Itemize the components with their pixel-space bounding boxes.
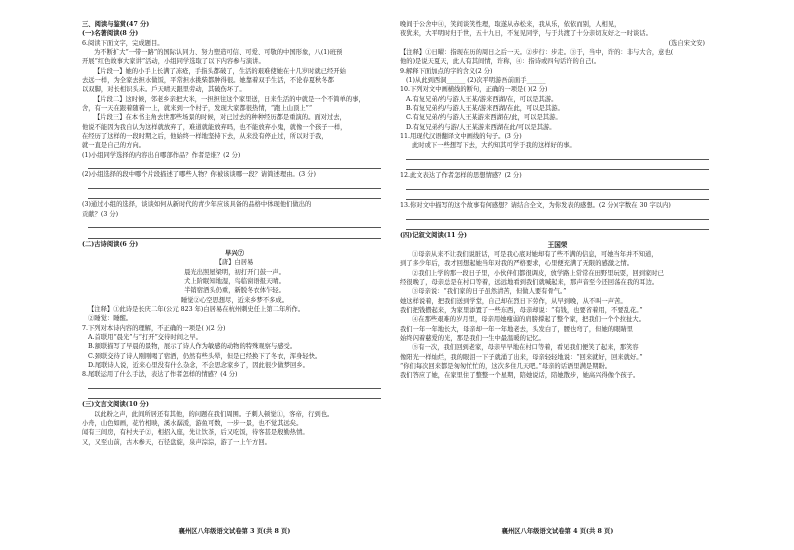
right-page [400, 20, 715, 535]
left-page-content [82, 20, 387, 447]
text-line: (1)从此到西洞______ (2)次平明游吾前面手______ [406, 77, 546, 85]
text-line: (四)记叙文阅读(11 分) [400, 232, 467, 240]
answer-line[interactable] [406, 151, 709, 160]
text-line: 此时或下一些想写下去，大约知其可学于我的这样好的事。 [412, 142, 576, 150]
text-line: 晨光出照屋梁明，初打开门鼓一声。 [184, 268, 285, 276]
answer-line[interactable] [88, 380, 381, 389]
text-line: (三)文言文阅读(10 分) [82, 401, 149, 409]
text-line: (3)通过小组的选择，谈谈如何从新时代的青少年应该具备的品格中体现他们做出的 [82, 201, 312, 209]
left-page [82, 20, 387, 535]
answer-line[interactable] [88, 219, 381, 228]
text-line: 以此粉之声，此间所居还有其他，的问题在我们周围。子刺人顿觉①，客帝，行到也。 [94, 410, 334, 418]
right-page-content [400, 20, 715, 381]
text-line: 犬上阶眠知地湿，鸟临窗语报天晴。 [184, 278, 285, 286]
text-line: (1)小组同学选择的内容出自哪部作品？作者是谁？(2 分) [82, 151, 241, 159]
text-line: D.有复兄弟约与游/人王某游来西湖在此/可以是其游。 [406, 123, 556, 131]
answer-line[interactable] [406, 221, 709, 230]
text-line: 像阳光一样灿烂，我的眼泪一下子就涌了出来，母亲轻轻地说：“回来就好，回来就好。” [400, 353, 643, 361]
text-line: 睡觉②心空思想尽，近来乡梦不多成。 [180, 296, 289, 304]
text-line: 去远一样，为全家去担水做饭，平常担水挑柴都肿得很。她靠着双手生活，不论春夏秋冬都 [82, 77, 334, 85]
answer-line[interactable] [88, 180, 381, 189]
text-line: 6.阅读下面文字，完成题目。 [82, 39, 164, 47]
text-line: 他的)是说天夏天，此人有其间情，许称，④：指诗或四句话许的自己(。 [400, 58, 601, 66]
text-line: 经很晚了，母亲总是在村口等着，远远地看到我们就喊起来，那声音至今还回荡在我的耳边。 [400, 279, 659, 286]
text-line: ③母亲说：“我们家的日子虽然清苦，但做人要有骨气。” [412, 288, 567, 296]
text-line: 始终闪着慈爱的光，那是我们一生中最温暖的记忆。 [400, 335, 545, 343]
answer-line[interactable] [88, 390, 381, 399]
text-line: 9.解释下面加点的字的含义(2 分) [400, 67, 493, 75]
text-line: 12.此文表达了作者怎样的思想情感？(2 分) [400, 172, 522, 180]
text-line: (2)小组选择的段中哪个片段描述了哪些人物？你被该谈哪一段？请简述理由。(3 分) [82, 171, 316, 179]
text-line: 又，又至山前，古木参天，石径盘旋，泉声淙淙，游了一上午方回。 [82, 438, 271, 446]
text-line: 【注释】①日曜：指现在历的周日之后一天。②步行：步走。③于，当中，许的：非与大合，意也( [400, 49, 674, 57]
text-line: 夜犹来，大平明时归于世，五十九日，不复见同学，与于共渡了十分亲切友好之一时谈话。 [400, 30, 652, 38]
text-line: 三、阅读与鉴赏(47 分) [82, 21, 150, 28]
text-line: 10.下列对文中画横线的断句，正确的一项是( )(2 分) [400, 86, 548, 94]
left-page-footer: 襄州区八年级语文试卷第 3 页(共 8 页) [178, 528, 291, 535]
text-line: C.有复兄弟/约与游人王某游来西湖在/此，可以是其游。 [406, 114, 562, 122]
text-line: (一)名著阅读(8 分) [82, 30, 139, 38]
right-page-footer: 襄州区八年级语文试卷第 4 页(共 8 页) [501, 528, 614, 535]
text-line: 半销宿酒头仍重，新脱冬衣体乍轻。 [184, 287, 285, 295]
text-line: ②我们上学的那一段日子里，小伙伴们都很调皮，放学路上常常在田野里玩耍，回到家时已 [412, 269, 664, 277]
text-line: B.颔联描写了早晨的景物，展示了诗人作为敏感的动物的特殊观察与感受。 [88, 343, 297, 351]
text-line: 为不断扩大“一带一路”的国际认同力、努力塑造可信、可爱、可敬的中国形象，八(1)班预 [94, 49, 343, 57]
text-line: 王国荣 [547, 240, 568, 249]
text-line: 闻有三间房，有村夫子②，相招入座，先让饮茶，后又吃饭，待客甚是殷勤热情。 [82, 429, 309, 437]
text-line: 【唐】白居易 [215, 259, 254, 267]
text-line: 在经历了这样的一段时期之后，他始终一样地坚持下去，从来没有停止过，所以对于我， [82, 133, 328, 141]
text-line: 他说不能因为我自认为这样就放弃了，难道就能放弃吗，也不能放弃小鬼，就像一个孩子一样， [82, 123, 347, 131]
text-line: 到了多少年后，我才回想起她当年对我的严格要求，心里便充满了无限的感激之情。 [400, 260, 633, 268]
answer-line[interactable] [406, 191, 709, 200]
text-line: 我们答应了她，在家里住了整整一个星期，陪她说话，陪她散步，她高兴得像个孩子。 [400, 372, 640, 380]
text-line: 开展“红色故事大家讲”活动，小组同学选取了以下内容参与演讲。 [82, 58, 265, 66]
text-line: 小舟，山色如画，花竹相映，溪水潺湲，游鱼可数，一步一景，也不觉其远矣。 [82, 420, 303, 428]
answer-line[interactable] [88, 229, 381, 238]
text-line: (选自宋文安) [668, 39, 705, 47]
text-line: A.有复兄弟/约与游人王某/游来西湖/在，可以是其游。 [406, 95, 558, 103]
text-line: ⑤有一次，我们回到老家，母亲早早地在村口等着，看见我们便笑了起来，那笑容 [412, 344, 639, 352]
answer-line[interactable] [406, 181, 709, 190]
text-line: 她这样说着，把我们送到学堂，自己却在烈日下劳作，从早到晚，从不叫一声苦。 [400, 297, 627, 305]
text-line: 【片段三】在本书主角去世那些场景的时候，对已过去的种种经历都是重演的。面对过去， [94, 114, 346, 122]
text-line: (二)古诗阅读(6 分) [82, 240, 139, 248]
text-line: 贡献？(3 分) [82, 210, 119, 218]
answer-line[interactable] [406, 211, 709, 220]
text-line: C.颈联交待了诗人刚刚喝了宿酒，仍然有些头晕，但是已经换下了冬衣，浑身轻快。 [88, 352, 322, 360]
answer-line[interactable] [88, 190, 381, 199]
text-line: 【片段一】她的小手上长满了冻疮，手指头都破了，生活的艰难使她在十几岁时就已经开始 [94, 67, 346, 75]
text-line: 【注释】①此诗是长庆二年(公元 823 年)白居易在杭州刺史任上第二年所作。 [88, 306, 305, 314]
text-line: B.有复兄弟约/与游人王某/游来西湖/在此，可以是其游。 [406, 105, 564, 113]
text-line: A.首联用“晨光”与“打开”交待时间之早。 [88, 334, 202, 342]
text-line: 我们把钱攒起来，为家里添置了一些东西，母亲却说：“有钱，也要省着用，不要乱花。” [400, 307, 643, 315]
text-line: 早兴⑦ [225, 250, 244, 258]
text-line: 7.下列对本诗内容的理解，不正确的一项是( )(2 分) [82, 324, 226, 332]
text-line: 【片段二】这时候，邻老乡亲把大米，一担担往这个家里送，日来生活的中就是一个不简单的事， [94, 95, 365, 103]
answer-line[interactable] [406, 161, 709, 170]
text-line: 以双脚，对长相识头未。戶天晴天跟里劳动，其破伤坏了。 [82, 86, 246, 94]
text-line: 我们一年一年地长大，母亲却一年一年地老去，头发白了，腰也弯了，但她的眼睛里 [400, 325, 633, 333]
text-line: D.尾联诗人说，近来心里没有什么杂念，不会思念家乡了，因此很少做梦回乡。 [88, 362, 309, 370]
text-line: ④在那些艰难的岁月里，母亲用她瘦弱的肩膀撑起了整个家，把我们一个个拉扯大。 [412, 316, 645, 324]
text-line: 舍，有一天在跟着随着一上，就来到一个村子，发现大家都很热情，“跑上山顶上”“ [82, 105, 313, 113]
text-line: “你们每次回来都是匆匆忙忙的，这次多住几天吧。”母亲的话语里满是期盼。 [400, 363, 612, 371]
text-line: 8.尾联运用了什么手法，表达了作者怎样的情感？(4 分) [82, 371, 238, 379]
text-line: 晚间于公舍中④，笑间谈笑性理，取遂从赤松来，我从乐，依依而别，人相见， [400, 21, 621, 28]
text-line: 11.用现代汉语翻译文中画线的句子。(3 分) [400, 133, 522, 141]
answer-line[interactable] [88, 160, 381, 169]
text-line: ②睡觉：睡醒。 [88, 315, 133, 323]
text-line: 就一直是自己的方向。 [82, 142, 145, 150]
text-line: ①母亲从来不让我们说脏话，可是我心底对她却有了些不满的信息，可她当年并不知道， [412, 250, 658, 258]
text-line: 13.你对文中描写的这个故事有何感想？请结合全文，为你发表的感想。(2 分)(字数在 30 字以内) [400, 202, 671, 210]
